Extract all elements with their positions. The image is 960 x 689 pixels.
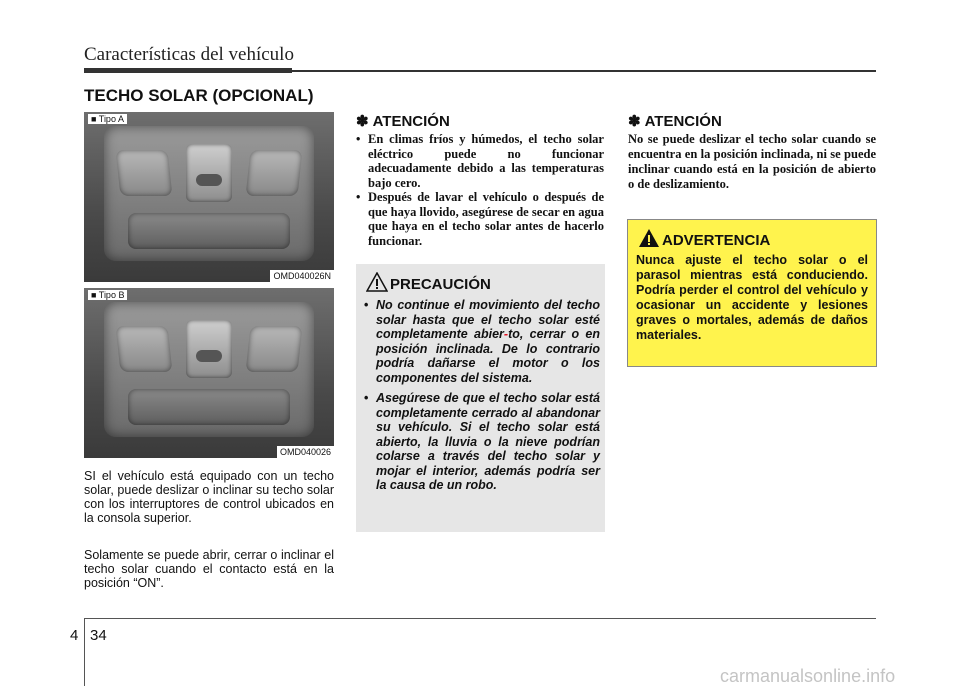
sunglass-holder: [128, 389, 290, 425]
figure-type-label: ■ Tipo A: [88, 114, 127, 124]
body-paragraph-2: Solamente se puede abrir, cerrar o inclinar el techo solar cuando el contacto está en la posición “ON”.: [84, 548, 334, 590]
chapter-header-title: Características del vehículo: [84, 44, 294, 65]
attention-heading-2: [628, 112, 722, 130]
attention-title: ATENCIÓN: [372, 113, 450, 130]
overhead-console: [104, 302, 314, 437]
figure-code: OMD040026N: [270, 270, 334, 282]
figure-code: OMD040026: [277, 446, 334, 458]
precaution-box: [356, 264, 605, 532]
overhead-console: [104, 126, 314, 261]
chapter-number: 4: [70, 627, 79, 644]
list-item: • Asegúrese de que el techo solar está completamente cerrado al abandonar su vehículo. Si el techo solar está abierto, la lluvia o la nieve podrían colarse a través del techo solar y mojar el interior, además podría ser la causa de un robo.: [364, 391, 600, 493]
footer-divider-horizontal: [84, 618, 876, 619]
sunglass-holder: [128, 213, 290, 249]
body-paragraph-1: SI el vehículo está equipado con un techo solar, puede deslizar o inclinar su techo solar con los interruptores de control ubicados en la consola superior.: [84, 469, 334, 525]
asterisk-icon: ✽: [356, 113, 369, 130]
watermark: carmanualsonline.info: [720, 666, 896, 686]
section-title: TECHO SOLAR (OPCIONAL): [84, 86, 314, 105]
asterisk-icon: ✽: [628, 113, 641, 130]
warning-title: ADVERTENCIA: [662, 232, 771, 249]
warning-triangle-icon: [638, 228, 660, 248]
attention-heading-1: [356, 112, 450, 130]
warning-box: [627, 219, 877, 367]
attention-title: ATENCIÓN: [644, 113, 722, 130]
photo-type-b: [84, 288, 334, 458]
figure-type-label: ■ Tipo B: [88, 290, 127, 300]
photo-type-a: [84, 112, 334, 282]
map-lamp-right: [246, 150, 303, 196]
page-number: 34: [90, 627, 107, 644]
map-lamp-left: [116, 150, 173, 196]
precaution-list: [364, 298, 600, 499]
map-lamp-right: [246, 326, 303, 372]
header-rule-thin: [292, 70, 876, 72]
sunroof-switch: [186, 320, 232, 378]
warning-triangle-icon: [366, 272, 388, 292]
header-rule-thick: [84, 68, 292, 73]
attention-text: No se puede deslizar el techo solar cuando se encuentra en la posición inclinada, ni se puede inclinar cuando está en la posición de abierto o de deslizamiento.: [628, 132, 876, 191]
footer-divider-vertical: [84, 618, 85, 686]
precaution-title: PRECAUCIÓN: [390, 276, 491, 293]
list-item: • En climas fríos y húmedos, el techo solar eléctrico puede no funcionar adecuadamente debido a las temperaturas bajo cero.: [356, 132, 604, 190]
attention-list: [356, 132, 604, 248]
list-item: • Después de lavar el vehículo o después de que haya llovido, asegúrese de secar en agua que haya en el techo solar antes de hacerlo funcionar.: [356, 190, 604, 248]
map-lamp-left: [116, 326, 173, 372]
sunroof-switch: [186, 144, 232, 202]
list-item: • No continue el movimiento del techo solar hasta que el techo solar esté completamente abier-to, cerrar o en posición inclinada. De lo contrario podría dañarse el motor o los componentes del sistema.: [364, 298, 600, 385]
warning-text: Nunca ajuste el techo solar o el parasol mientras está conduciendo. Podría perder el control del vehículo y ocasionar un accidente y lesiones graves o mortales, además de daños materiales.: [636, 253, 868, 342]
